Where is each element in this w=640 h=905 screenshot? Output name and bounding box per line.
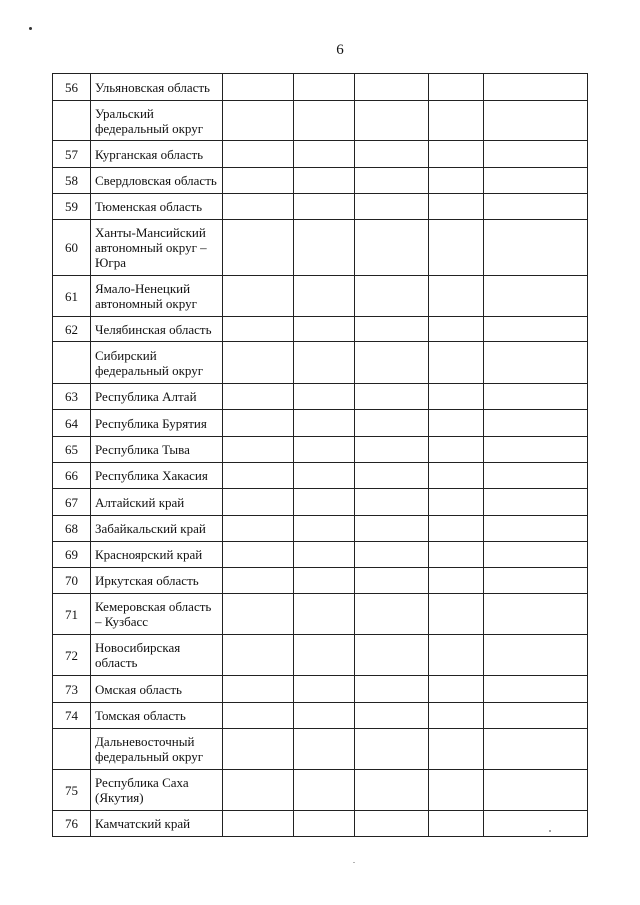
row-number: 61: [53, 276, 91, 317]
empty-cell: [484, 220, 588, 276]
row-number: 67: [53, 489, 91, 516]
row-number: 72: [53, 635, 91, 676]
empty-cell: [223, 635, 294, 676]
table-row: [53, 342, 588, 384]
table-row: [53, 516, 588, 542]
page-number: 6: [336, 42, 344, 58]
region-name: Камчатский край: [91, 811, 223, 837]
empty-cell: [429, 463, 484, 489]
row-number: 74: [53, 703, 91, 729]
scan-speck: [353, 862, 355, 863]
empty-cell: [223, 516, 294, 542]
region-name: Республика Хакасия: [91, 463, 223, 489]
empty-cell: [484, 342, 588, 384]
empty-cell: [484, 594, 588, 635]
region-name: Новосибирская область: [91, 635, 223, 676]
empty-cell: [294, 437, 355, 463]
empty-cell: [355, 542, 429, 568]
table-row: [53, 437, 588, 463]
table-row: [53, 676, 588, 703]
empty-cell: [294, 594, 355, 635]
empty-cell: [355, 74, 429, 101]
empty-cell: [223, 542, 294, 568]
region-name: Республика Алтай: [91, 384, 223, 410]
empty-cell: [223, 463, 294, 489]
row-number: 56: [53, 74, 91, 101]
region-name: Курганская область: [91, 141, 223, 168]
empty-cell: [294, 74, 355, 101]
empty-cell: [223, 410, 294, 437]
row-number: 57: [53, 141, 91, 168]
row-number: [53, 342, 91, 384]
empty-cell: [223, 194, 294, 220]
table-row: [53, 770, 588, 811]
empty-cell: [484, 542, 588, 568]
table-row: [53, 811, 588, 837]
region-name: Иркутская область: [91, 568, 223, 594]
empty-cell: [484, 635, 588, 676]
empty-cell: [429, 811, 484, 837]
empty-cell: [355, 770, 429, 811]
empty-cell: [223, 568, 294, 594]
empty-cell: [355, 703, 429, 729]
empty-cell: [355, 141, 429, 168]
region-name: Ямало-Ненецкий автономный округ: [91, 276, 223, 317]
empty-cell: [429, 276, 484, 317]
row-number: 69: [53, 542, 91, 568]
region-name: Кемеровская область – Кузбасс: [91, 594, 223, 635]
empty-cell: [429, 703, 484, 729]
empty-cell: [223, 676, 294, 703]
region-name: Республика Тыва: [91, 437, 223, 463]
empty-cell: [294, 542, 355, 568]
empty-cell: [294, 516, 355, 542]
empty-cell: [294, 141, 355, 168]
empty-cell: [484, 516, 588, 542]
empty-cell: [355, 168, 429, 194]
empty-cell: [223, 703, 294, 729]
row-number: 71: [53, 594, 91, 635]
empty-cell: [429, 676, 484, 703]
row-number: 76: [53, 811, 91, 837]
empty-cell: [429, 384, 484, 410]
table-row: [53, 168, 588, 194]
table-row: [53, 101, 588, 141]
empty-cell: [429, 437, 484, 463]
region-name: Красноярский край: [91, 542, 223, 568]
table-row: [53, 568, 588, 594]
empty-cell: [355, 516, 429, 542]
empty-cell: [429, 729, 484, 770]
row-number: 60: [53, 220, 91, 276]
region-name: Дальневосточный федеральный округ: [91, 729, 223, 770]
empty-cell: [484, 676, 588, 703]
row-number: 66: [53, 463, 91, 489]
empty-cell: [223, 811, 294, 837]
empty-cell: [484, 410, 588, 437]
empty-cell: [223, 276, 294, 317]
empty-cell: [294, 729, 355, 770]
row-number: 68: [53, 516, 91, 542]
row-number: 63: [53, 384, 91, 410]
empty-cell: [484, 168, 588, 194]
table-row: [53, 410, 588, 437]
empty-cell: [355, 635, 429, 676]
empty-cell: [355, 317, 429, 342]
table-row: [53, 141, 588, 168]
table-row: [53, 276, 588, 317]
empty-cell: [223, 168, 294, 194]
row-number: 64: [53, 410, 91, 437]
empty-cell: [223, 141, 294, 168]
empty-cell: [355, 342, 429, 384]
empty-cell: [484, 811, 588, 837]
empty-cell: [294, 635, 355, 676]
empty-cell: [355, 594, 429, 635]
region-name: Тюменская область: [91, 194, 223, 220]
empty-cell: [429, 317, 484, 342]
empty-cell: [223, 489, 294, 516]
table-row: [53, 463, 588, 489]
empty-cell: [484, 141, 588, 168]
table-row: [53, 594, 588, 635]
empty-cell: [223, 384, 294, 410]
empty-cell: [223, 101, 294, 141]
empty-cell: [355, 276, 429, 317]
empty-cell: [223, 342, 294, 384]
region-name: Томская область: [91, 703, 223, 729]
region-name: Республика Бурятия: [91, 410, 223, 437]
empty-cell: [294, 220, 355, 276]
empty-cell: [294, 384, 355, 410]
empty-cell: [484, 437, 588, 463]
empty-cell: [294, 811, 355, 837]
empty-cell: [223, 317, 294, 342]
table-row: [53, 489, 588, 516]
region-name: Сибирский федеральный округ: [91, 342, 223, 384]
empty-cell: [429, 194, 484, 220]
region-name: Ханты-Мансийский автономный округ – Югра: [91, 220, 223, 276]
empty-cell: [484, 194, 588, 220]
empty-cell: [484, 489, 588, 516]
empty-cell: [429, 74, 484, 101]
empty-cell: [294, 463, 355, 489]
empty-cell: [484, 729, 588, 770]
empty-cell: [294, 770, 355, 811]
table-row: [53, 703, 588, 729]
row-number: 73: [53, 676, 91, 703]
empty-cell: [223, 729, 294, 770]
empty-cell: [355, 384, 429, 410]
row-number: 75: [53, 770, 91, 811]
empty-cell: [484, 317, 588, 342]
region-name: Забайкальский край: [91, 516, 223, 542]
table-row: [53, 729, 588, 770]
region-name: Республика Саха (Якутия): [91, 770, 223, 811]
empty-cell: [429, 220, 484, 276]
row-number: 62: [53, 317, 91, 342]
table-body: [53, 74, 588, 837]
empty-cell: [294, 676, 355, 703]
empty-cell: [294, 101, 355, 141]
empty-cell: [294, 342, 355, 384]
region-name: Уральский федеральный округ: [91, 101, 223, 141]
empty-cell: [294, 194, 355, 220]
empty-cell: [223, 437, 294, 463]
empty-cell: [484, 703, 588, 729]
table-row: [53, 194, 588, 220]
empty-cell: [294, 276, 355, 317]
empty-cell: [223, 220, 294, 276]
empty-cell: [355, 729, 429, 770]
empty-cell: [484, 101, 588, 141]
empty-cell: [429, 141, 484, 168]
region-name: Омская область: [91, 676, 223, 703]
empty-cell: [484, 276, 588, 317]
empty-cell: [429, 542, 484, 568]
row-number: [53, 729, 91, 770]
scan-speck: [29, 27, 32, 30]
empty-cell: [429, 101, 484, 141]
empty-cell: [429, 410, 484, 437]
empty-cell: [294, 410, 355, 437]
empty-cell: [484, 770, 588, 811]
empty-cell: [429, 516, 484, 542]
empty-cell: [355, 194, 429, 220]
empty-cell: [355, 410, 429, 437]
empty-cell: [484, 384, 588, 410]
table-row: [53, 317, 588, 342]
region-name: Челябинская область: [91, 317, 223, 342]
row-number: 65: [53, 437, 91, 463]
row-number: [53, 101, 91, 141]
empty-cell: [355, 101, 429, 141]
empty-cell: [429, 168, 484, 194]
empty-cell: [429, 594, 484, 635]
region-name: Алтайский край: [91, 489, 223, 516]
empty-cell: [355, 437, 429, 463]
empty-cell: [294, 568, 355, 594]
table-row: [53, 74, 588, 101]
region-name: Свердловская область: [91, 168, 223, 194]
empty-cell: [355, 568, 429, 594]
empty-cell: [223, 594, 294, 635]
table-row: [53, 635, 588, 676]
empty-cell: [429, 342, 484, 384]
row-number: 70: [53, 568, 91, 594]
empty-cell: [294, 703, 355, 729]
table-row: [53, 542, 588, 568]
empty-cell: [429, 489, 484, 516]
empty-cell: [294, 489, 355, 516]
empty-cell: [223, 770, 294, 811]
regions-table: [52, 73, 588, 837]
empty-cell: [484, 74, 588, 101]
region-name: Ульяновская область: [91, 74, 223, 101]
empty-cell: [355, 811, 429, 837]
empty-cell: [223, 74, 294, 101]
table-row: [53, 384, 588, 410]
empty-cell: [355, 676, 429, 703]
empty-cell: [484, 463, 588, 489]
empty-cell: [294, 168, 355, 194]
table-row: [53, 220, 588, 276]
row-number: 58: [53, 168, 91, 194]
row-number: 59: [53, 194, 91, 220]
empty-cell: [355, 463, 429, 489]
empty-cell: [429, 568, 484, 594]
empty-cell: [429, 770, 484, 811]
empty-cell: [294, 317, 355, 342]
empty-cell: [355, 220, 429, 276]
empty-cell: [484, 568, 588, 594]
empty-cell: [355, 489, 429, 516]
empty-cell: [429, 635, 484, 676]
